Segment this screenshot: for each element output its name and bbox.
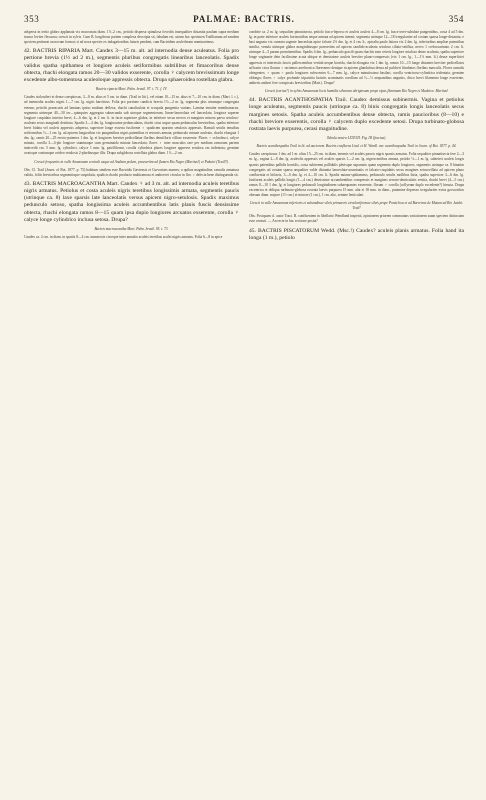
note-paragraph: Caudex caespitosus 1 dm. ad 1 m. altus 15—25 cm. in diam. inermis vel aculeis paucis nigris sparsis armatus. Folia sequaliter pinnatisecta fere 2—3 m. lg., vagina 2—8 dm. lg. aculeolis appressis vel aculeis sparsis 1—2 cm. lg. nigrescentibus armata, petiolo ½—1 m. lg. subteteri aculeis longis sparsis patentibus pallidis horridis, costa subteremi pallidulis plerisque suparunis quam segmenta duplo longiores, segmentis utrinque ca. 8 binatim congregatis ad costam sparsa aequaliter valde distantia lanceolata-acuminatis et falcato-cuspidatis secus margines setosovillata ad apicem plano confluentia et bifixeis, 3—6 dm. lg. et 4—10 cm. lt. Spadix nutans-spithameus, pedunculo setulis mollibus hirta, spatha superiore 3—6 dm. lg. fusiformi aculeis pallidis longis (1—4 cm.) densissime accumbentibus compressis et margines serrato-denticulatis vestita, rhachi brevi (4—5 cm.) ramos 8—10 1 dm. lg. et longiores pedunculi longitudinem subaequantes exserente, florum ♀ corolla (collyeum duplo excedente?) hirsuta. Drupa excentrica et obliqua turbinato-globosa rostrata laevis purpurea 15 mm. alta et 18 mm. in diam., putamine depresso irregulariter extus grossorthos obesum diam. majore (1½ cm.) et minore (1 cm.), 1 cm. alto, semine lenticulari. <box>249 152 464 198</box>
species-description: 42. BACTRIS RIPARIA Mart. Candex 3—15 m. alt. ad internodia dense aculeatus. Folia pro pertione brevia (1½ ad 2 m.), segmentis pluribus congregatis linearibus lanceolatis. Spadix validus spatha spithamea et longiore aculeis setiformibus subtilibus et fimacoribus dense obtecta, rhachi elongata ramos 20—30 validos exserente, corolla ♀ calycem brevissimum longe excedente albo-tomentosa aculeoloque appressis obtecta. Drupa sphaeroidea rostellata glabra. <box>24 48 239 84</box>
citation-line: Tabula nostra LXXVIII. Fig. III (fructus). <box>326 136 387 141</box>
species-description: 43. BACTRIS MACROACANTHA Mart. Candex ♀ ad 3 m. alt. ad internodia aculeis teretibus nigris armatus. Petiolus et costa aculeis nigris teretibus longissimis armata, segmentis paucis (utrinque ca. 8) laxe sparsis late lanceolatis versus apicem nigro-setulosis. Spadix maximus pedunculo setoso, spatha longissima aculeis accumbentibus latis planis fuscis densissime obtecta, rhachi elongata ramos 8—15 quam ipsa dupio longiores arcuatos exserente, corolla ♀ calyce longe cylindrico inclusa setosa. Drupa? <box>24 180 239 223</box>
page-number-right: 354 <box>448 14 464 24</box>
running-title: PALMAE: BACTRIS. <box>193 14 295 24</box>
species-description: 44. BACTRIS ACANTHOSPATHA Trail. Caudex demissus subinermis. Vagina et petiolus longe aculeatus, segmentis paucis (utrinque ca. 8) binis congregatis longis lanceolatis secus margines setosis. Spatha aculeis accumbentibus dense obtecta, ramis paucioribus (8—10) e rhachi breviore exserentis, corolla ♀ calycem duplo excedente setosi. Drupa turbinato-globosa rostrata laevis purpurea, cerasi magnitudine. <box>249 97 464 132</box>
citation-line: Bactris acanthospatha Trail in lit. ad auctorem. Bactris confluens Lind. et H. Wendl. var. acanthospatha Trail in Journ. of Bot. 1877. p. 44. <box>256 144 457 149</box>
note-paragraph: Obs. Cl. Trail (Journ. of Bot. 1877. p. 75) habitum similem esse Bactridis Gaviensis et Curvariaes marnes, a quibus magnitudine, ramulis armatura valida, foliis brevioribus segmentisque cuspidatis, spadicis rhachi producto multiramosa et androecei circular in flor. ♀ defecta bene distinguenda sit. <box>24 167 239 177</box>
citation-line: Crescit in valle Amazonum inferioris et subandinae silvis primaevis circulariformae silvis prope Ponta boa et ad Barreiras de Mutum ad Rio Jutahi: Trail! <box>249 201 464 211</box>
page-header <box>24 14 464 24</box>
note-paragraph: Obs. Postquam cl. autor Tract. B. confluentem in libellario Wendland inspexit, opinionem priorem commutans variationem suam speciem distinctam esse censuit. — An recte in hac sectione posita? <box>249 214 464 224</box>
note-paragraph: adspersa in tertio glabro applanata vix mucronata diam. 1½–2 cm., petiolo dispersa spinulosa foveolis inaequaliter distantia paulum supra mediam trunco leviter flexuosa; crescit in sylvis. Cum B. longifrons partem complexa descripta sit, fabulam est, utrum hoc specimen Traillianum ad eandem speciem pertineat an novam format; si ad nova species ex indagationibus futuris pendent, cum Bactridem aculeiferam nominavimus. <box>24 30 239 45</box>
left-column <box>24 30 239 245</box>
citation-line: Crescit frequentis in valle Amazonum centrali usque ad Andium pedem, praesertim ad flumen Rio Negro (Martius!) et Pukuiri (Traill!). <box>34 159 229 164</box>
page-number-left: 353 <box>24 14 40 24</box>
right-column <box>249 30 464 245</box>
species-description: 45. BACTRIS PISCATORUM Wedd. (Msc.!) Caudex? aculeis planis armatus. Folia hand ita longa (1 m.), petiolo <box>249 227 464 241</box>
note-paragraph: Caudex stoloniferi et dense caespitosus, 3—8 m. altus et 5 cm. in diam. (Trail in litt.), vel etiam 10—15 m. altus et 7—10 cm. in diam. (Mart. l. c.), ad internodia aculeis nigris 1—7 cm. lg. nigris barriticus. Folia pro portione candicis brevia 1½—2 m. lg. segmenta plus utrumque congregata eterum, petiolis praeacutis ad laminas ipsius multum deflexa, rhachi canaliculata et scrupula pungentia varians. Lamina tenuiter membranacea, segmenta utrimque 40—50 ter—quinquies aggregata subsecunda sub utroque segmentorum, linear-lanceolata vel lanceolata, longiora superne longiore cuspidato interior brevi, 4—6 dm. lg. et 2 cm. lt. in facie superiore glabra, in inferiore secus nervos et margines minora parva setuloso-aculeata secus marginali destituta. Spadix 3—4 dm. lg. longiussime pedunculatus, rhachi sicut usque quam pedunculus brevioribus, spatha inferiore brevi bidata vel aculeis appressis adspersa, superiore longe exserta fusiforme ♀ spadicem sparsim setulosis appressis. Ramuli setulis tenuibus setiformibus ½—1 cm. lg. ad apicem longioribus vix pungentibus nigris patentibus et retrorsis armata, pedunculo minute aculeato, rhachi elongata 1 dm. lg.; ramis 20—25 erecto-patentes 1 dm. lg. et longiores breviter pedicellatae floribus densifloris villose exserente. Flores ♂ ochroleuci, calyce minuto, corolla 3—4-plo longiore staminaque cum germinaido minuta lanceolata; flores ♀ inter masculos rare per medium ramorum partem intercedit cm. 5 mm. lg. cylindrici, calyce 1 mm. lg. patelliformi, corolla cylindrica plures longiore appresse setulosa cm tridentata; germine ovatoque coniumque ovideo setulosis 2-pluribusque illis. Drupa subglobosa rostellata glabra diam. 1½—2 cm. <box>24 95 239 156</box>
citation-line: Bactris macroacantha Mart. Palm. brasil. 95. t. 73. <box>94 227 169 232</box>
note-paragraph: condrite ca. 2 m. lg. sequaliter pinnatisecta, petiolo fusco-leproso et aculeis aculeis 4—8 cm. lg. fusce teret-subulate pungentibus, costa 4 ad 5 dm. lg. in parte inferiore aculeis horizontibus neque armata ad apicem inermi; segmenta utrinque 12—18 irregulariter ad costam sparsa longe-distantia, e basi angusta vix cuneata sugente lanceolata apice falcate 2½ dm. lg. et 4 cm. lt., apicalia paulo latiora vix 2 dm. lg. inferioribus ampliae patentibus similia, venula utrinque glabra marginibusque praesertim ad apicem candido-aculeata setulosa ciliato-setiflua, nervo 1 crebrocarinato 2 cm. lt. utrinque 4—5 parum prominentibus. Spadix 4 dm. lg., pedunculo gracili quam rhachis eam ceteris longiore setulosa dense aculeata, spatha superiore longe vaginante dein facilissime acuta ubique et densissime aculeis breviter plano-compressis (vix 1 cm. lg., 1—1½ mm. lt.) deuse superficiei appressis et intertextis fuscis pallescentibus veritab neque horrida, rhachi elongata vix 1 dm. lg. ramos 10—15 longe distantes breviter pedicellatos ad basin circa florum ♀ raciemos arrehrosica floreseneo denique in apicem glandulosa densa ad pulcheri fiimbatos floribus masculis. Flores ramulis obtegentes; ♀ quam ♂ paulo longiores rufescentes 6—7 mm. lg., calyce minutissimo basilari, corolla ventricoso-cylindrica tridentata, germine oblongo; flores ♂ calyx profunde tripartitia laciniis acuminatis corollam ad ⅓—½ aequantibus angustis, disco brevi filamenta longe exserente, antheris antheri fere conspicuis brevioribus (Mart.). Drupa? <box>249 30 464 85</box>
citation-line: Crescit (rarius?) in sylvis Amazonum locis humidis silvarum abrigiosum prope ripas fluminum Rio Negro et Madeira: Martius! <box>264 89 449 94</box>
note-paragraph: Caudex ca. 2 cm. in diam. in spatiis 8—4 cm. numerosis circeque inter annulos aculeis teretibus aculei nigris armatus. Folia 6—8 in apice <box>24 235 223 240</box>
two-column-body <box>24 30 464 245</box>
citation-line: Bactris riparia Mart. Palm. brasil. 97. t. 71. f. IV. <box>95 87 168 92</box>
